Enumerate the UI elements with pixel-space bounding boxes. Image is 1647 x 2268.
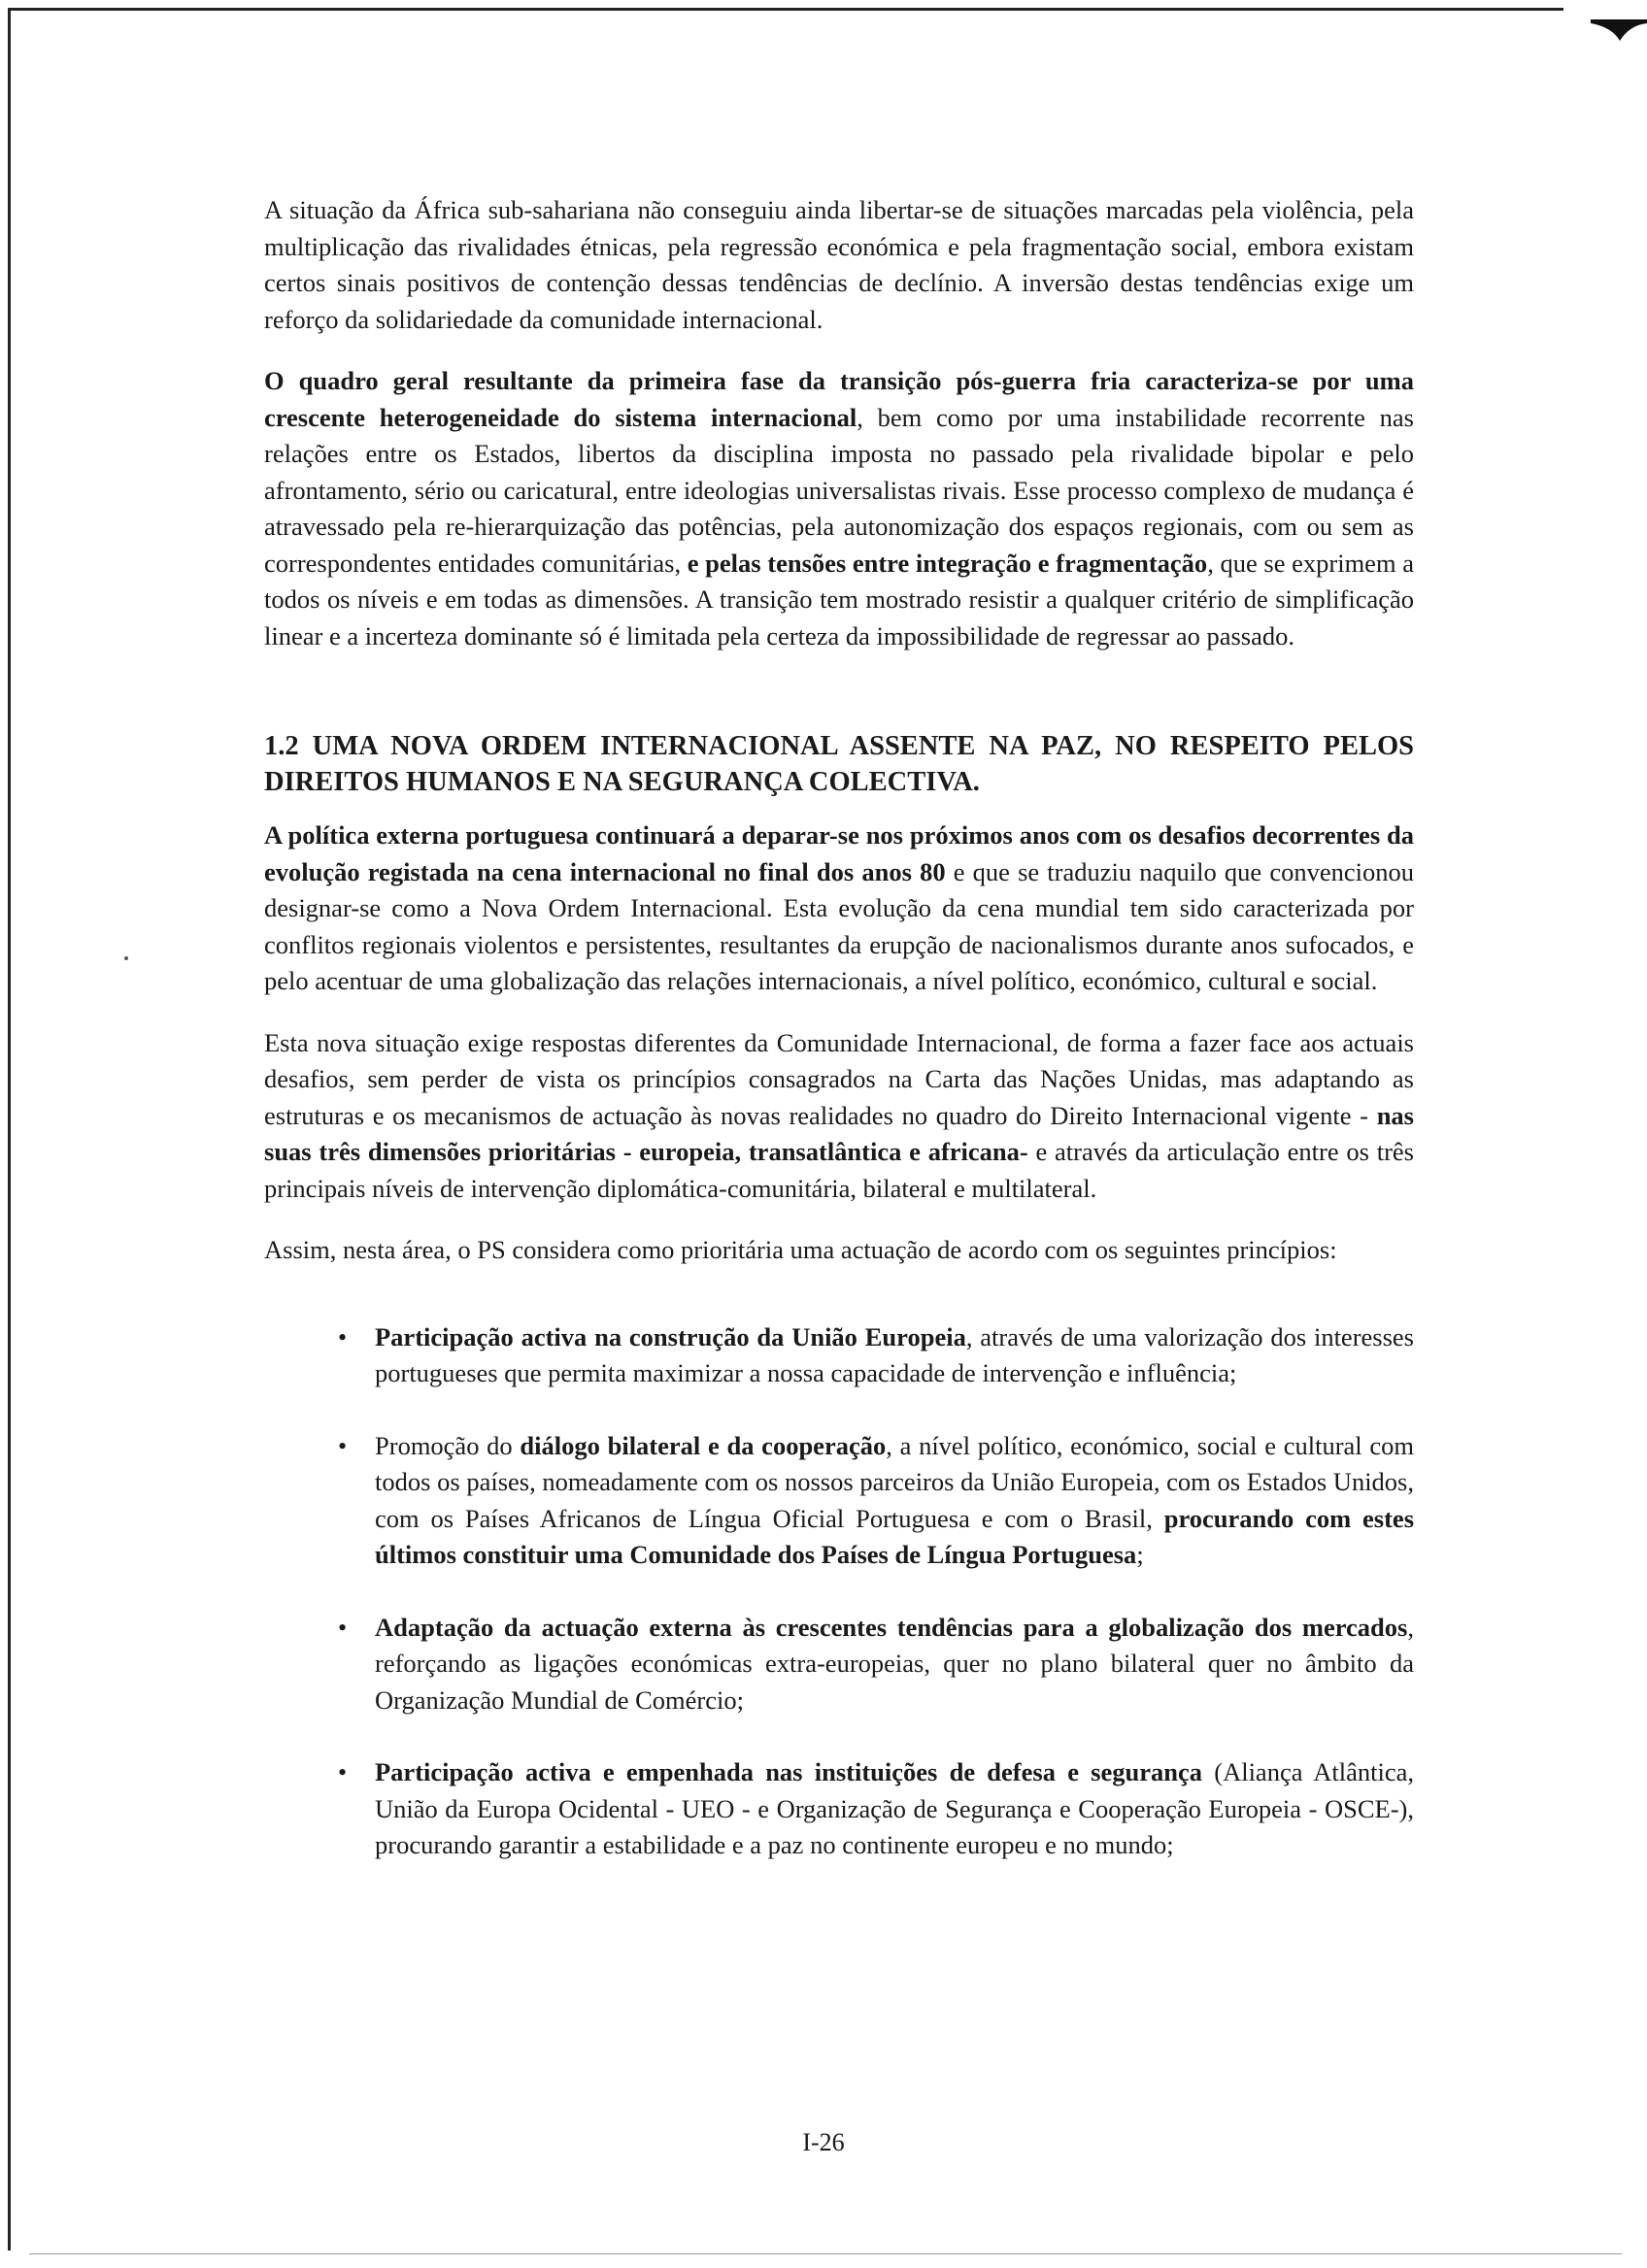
scan-border-bottom: [29, 2253, 1622, 2254]
scan-corner-mark: [1591, 17, 1647, 43]
list-item: [336, 1610, 1414, 1719]
scan-speck: [124, 956, 128, 960]
document-body: [264, 192, 1414, 1900]
paragraph-bold-text: e pelas tensões entre integração e fragmentação: [687, 548, 1208, 578]
paragraph-politica-externa: [264, 817, 1414, 1000]
paragraph-bold-text: nas suas três dimensões prioritárias - europeia, transatlântica e africana-: [264, 1100, 1414, 1166]
list-item-bold-text: procurando com estes últimos constituir uma Comunidade dos Países de Língua Portuguesa: [375, 1503, 1415, 1569]
bullet-icon: •: [338, 1431, 348, 1460]
paragraph-nova-situacao: [264, 1025, 1414, 1208]
list-item-bold-text: Participação activa e empenhada nas instituições de defesa e segurança: [375, 1757, 1203, 1786]
list-item-bold-text: Adaptação da actuação externa às crescentes tendências para a globalização dos mercados: [375, 1612, 1408, 1642]
paragraph-principios: [264, 1232, 1414, 1269]
paragraph-text: , bem como por uma instabilidade recorrente nas relações entre os Estados, libertos da disciplina imposta no passado pela rivalidade bipolar e pelo afrontamento, sério ou caricatural, entre ideologias universalistas rivais. Esse processo complexo de mudança é atravessado pela re-hierarquização das potências, pela autonomização dos espaços regionais, com ou sem as correspondentes entidades comunitárias,: [264, 402, 1414, 578]
list-item-bold-text: diálogo bilateral e da cooperação: [520, 1430, 887, 1460]
page-number: I-26: [802, 2128, 845, 2156]
list-item-bold-text: Participação activa na construção da União Europeia: [375, 1321, 966, 1351]
scan-border-top: [10, 8, 1563, 11]
list-item-text: (Aliança Atlântica, União da Europa Ocidental - UEO - e Organização de Segurança e Cooperação Europeia - OSCE-), procurando garantir a estabilidade e a paz no continente europeu e no mundo;: [375, 1757, 1414, 1859]
paragraph-africa: [264, 192, 1414, 338]
paragraph-quadro-geral: [264, 363, 1414, 654]
list-item: [336, 1754, 1414, 1864]
paragraph-text: e através da articulação entre os três principais níveis de intervenção diplomática-comunitária, bilateral e multilateral.: [264, 1137, 1414, 1203]
list-item-text: , a nível político, económico, social e cultural com todos os países, nomeadamente com os nossos parceiros da União Europeia, com os Estados Unidos, com os Países Africanos de Língua Oficial Portuguesa e com o Brasil,: [375, 1430, 1415, 1533]
list-item-text: Promoção do: [375, 1430, 521, 1460]
paragraph-bold-text: O quadro geral resultante da primeira fase da transição pós-guerra fria caracteriza-se por uma crescente heterogeneidade do sistema internacional: [264, 366, 1414, 432]
list-item: [336, 1428, 1414, 1574]
bullet-icon: •: [338, 1613, 348, 1642]
scan-border-left: [8, 8, 11, 2251]
list-item: [336, 1319, 1414, 1392]
paragraph-text: A situação da África sub-sahariana não conseguiu ainda libertar-se de situações marcadas pela violência, pela multiplicação das rivalidades étnicas, pela regressão económica e pela fragmentação social, embora existam certos sinais positivos de contenção dessas tendências de declínio. A inversão destas tendências exige um reforço da solidariedade da comunidade internacional.: [264, 195, 1414, 334]
paragraph-text: , que se exprimem a todos os níveis e em todas as dimensões. A transição tem mostrado resistir a qualquer critério de simplificação linear e a incerteza dominante só é limitada pela certeza da impossibilidade de regressar ao passado.: [264, 548, 1414, 650]
list-item-text: , reforçando as ligações económicas extra-europeias, quer no plano bilateral quer no âmbito da Organização Mundial de Comércio;: [375, 1612, 1414, 1715]
bullet-icon: •: [338, 1758, 348, 1786]
list-item-text: , através de uma valorização dos interesses portugueses que permita maximizar a nossa capacidade de intervenção e influência;: [375, 1321, 1414, 1387]
principles-list: [264, 1319, 1414, 1864]
list-item-text: ;: [1136, 1540, 1144, 1569]
section-heading: 1.2 UMA NOVA ORDEM INTERNACIONAL ASSENTE NA PAZ, NO RESPEITO PELOS DIREITOS HUMANOS E NA SEGURANÇA COLECTIVA.: [264, 731, 1414, 797]
paragraph-text: e que se traduziu naquilo que convencionou designar-se como a Nova Ordem Internacional. Esta evolução da cena mundial tem sido caracterizada por conflitos regionais violentos e persistentes, resultantes da erupção de nacionalismos durante anos sufocados, e pelo acentuar de uma globalização das relações internacionais, a nível político, económico, cultural e social.: [264, 856, 1414, 995]
paragraph-text: Assim, nesta área, o PS considera como prioritária uma actuação de acordo com os seguintes princípios:: [264, 1235, 1337, 1264]
paragraph-text: Esta nova situação exige respostas diferentes da Comunidade Internacional, de forma a fazer face aos actuais desafios, sem perder de vista os princípios consagrados na Carta das Nações Unidas, mas adaptando as estruturas e os mecanismos de actuação às novas realidades no quadro do Direito Internacional vigente -: [264, 1027, 1414, 1130]
bullet-icon: •: [338, 1322, 348, 1351]
paragraph-bold-text: A política externa portuguesa continuará a deparar-se nos próximos anos com os desafios decorrentes da evolução registada na cena internacional no final dos anos 80: [264, 820, 1414, 886]
